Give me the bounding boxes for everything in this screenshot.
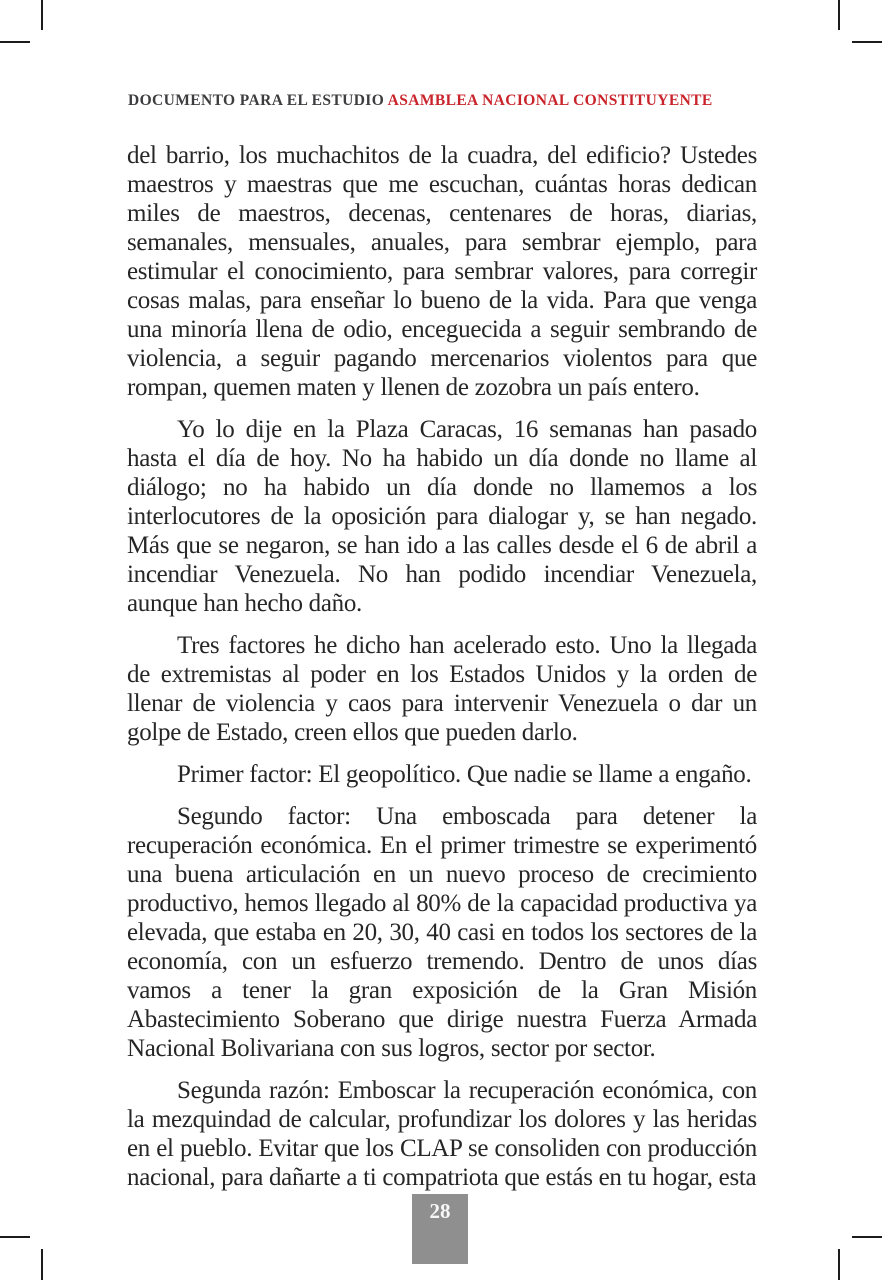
paragraph: Segundo factor: Una emboscada para detener la recuperación económica. En el primer trimestre se experimentó una buena articulación en un nuevo proceso de crecimiento productivo, hemos llegado al 80% de la capacidad productiva ya elevada, que estaba en 20, 30, 40 casi en todos los sectores de la economía, con un esfuerzo tremendo. Dentro de unos días vamos a tener la gran exposición de la Gran Misión Abastecimiento Soberano que dirige nuestra Fuerza Armada Nacional Bolivariana con sus logros, sector por sector.	[127, 803, 757, 1062]
crop-mark-bottom-left-horizontal	[0, 1236, 30, 1238]
crop-mark-top-right-vertical	[838, 0, 840, 30]
paragraph: Segunda razón: Emboscar la recuperación económica, con la mezquindad de calcular, profundizar los dolores y las heridas en el pueblo. Evitar que los CLAP se consoliden con producción nacional, para dañarte a ti compatriota que estás en tu hogar, esta	[127, 1077, 757, 1191]
crop-mark-bottom-right-horizontal	[852, 1236, 882, 1238]
crop-mark-top-left-vertical	[41, 0, 43, 30]
crop-mark-top-right-horizontal	[852, 41, 882, 43]
crop-mark-bottom-right-vertical	[838, 1249, 840, 1280]
paragraph: Yo lo dije en la Plaza Caracas, 16 semanas han pasado hasta el día de hoy. No ha habido un día donde no llame al diálogo; no ha habido un día donde no llamemos a los interlocutores de la oposición para dialogar y, se han negado. Más que se negaron, se han ido a las calles desde el 6 de abril a incendiar Venezuela. No han podido incendiar Venezuela, aunque han hecho daño.	[127, 416, 757, 617]
paragraph: Tres factores he dicho han acelerado esto. Uno la llegada de extremistas al poder en los Estados Unidos y la orden de llenar de violencia y caos para intervenir Venezuela o dar un golpe de Estado, creen ellos que pueden darlo.	[127, 632, 757, 746]
crop-mark-bottom-left-vertical	[41, 1249, 43, 1280]
paragraph: del barrio, los muchachitos de la cuadra, del edificio? Ustedes maestros y maestras que me escuchan, cuántas horas dedican miles de maestros, decenas, centenares de horas, diarias, semanales, mensuales, anuales, para sembrar ejemplo, para estimular el conocimiento, para sembrar valores, para corregir cosas malas, para enseñar lo bueno de la vida. Para que venga una minoría llena de odio, enceguecida a seguir sembrando de violencia, a seguir pagando mercenarios violentos para que rompan, quemen maten y llenen de zozobra un país entero.	[127, 142, 757, 401]
paragraph: Primer factor: El geopolítico. Que nadie se llame a engaño.	[177, 761, 752, 788]
running-head-title: ASAMBLEA NACIONAL CONSTITUYENTE	[387, 92, 713, 109]
page-number: 28	[429, 1199, 451, 1223]
crop-mark-top-left-horizontal	[0, 41, 30, 43]
running-head-prefix: DOCUMENTO PARA EL ESTUDIO	[128, 92, 388, 109]
body-text	[127, 141, 757, 1205]
page-number-badge	[412, 1194, 468, 1264]
running-head	[128, 92, 713, 110]
